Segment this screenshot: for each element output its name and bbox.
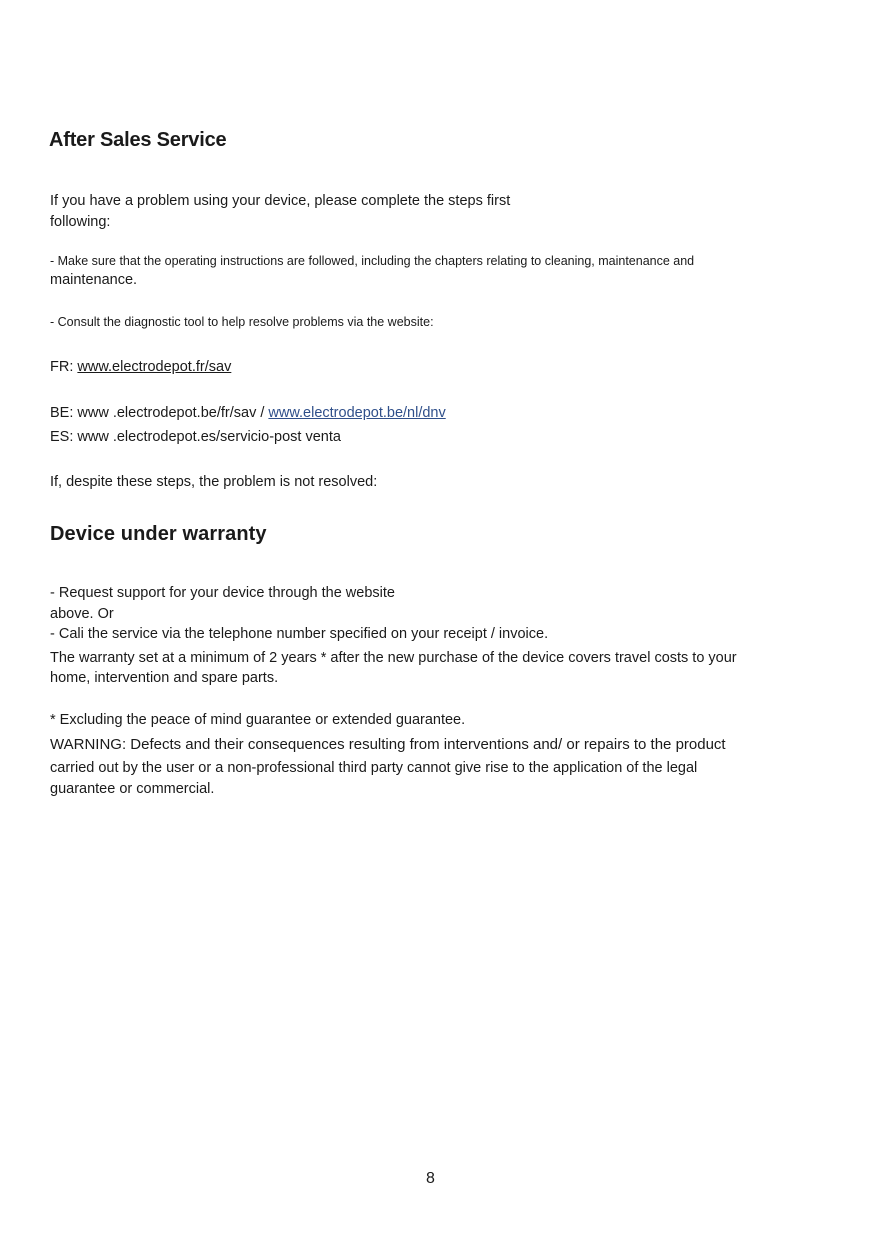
warning-line-3: guarantee or commercial. — [50, 781, 215, 797]
unresolved-text: If, despite these steps, the problem is not resolved: — [50, 474, 378, 490]
website-be — [50, 405, 446, 422]
warranty-coverage-line-2: home, intervention and spare parts. — [50, 670, 279, 686]
website-be-link[interactable]: www.electrodepot.be/nl/dnv — [268, 405, 446, 421]
warranty-request-line-1: - Request support for your device through the website — [50, 585, 395, 601]
page-title: After Sales Service — [49, 129, 227, 151]
warning-line-2: carried out by the user or a non-professional third party cannot give rise to the application of the legal — [50, 760, 698, 776]
intro-line-1: If you have a problem using your device, please complete the steps first — [50, 193, 511, 209]
warning-line-1: WARNING: Defects and their consequences resulting from interventions and/ or repairs to the product — [50, 736, 726, 753]
website-fr — [50, 359, 231, 376]
warranty-footnote: * Excluding the peace of mind guarantee or extended guarantee. — [50, 712, 466, 728]
warranty-heading: Device under warranty — [50, 523, 267, 545]
step-1-line-1: - Make sure that the operating instructions are followed, including the chapters relating to cleaning, maintenance and — [50, 254, 695, 268]
warranty-call-line: - Cali the service via the telephone number specified on your receipt / invoice. — [50, 626, 549, 642]
step-2-line-1: - Consult the diagnostic tool to help resolve problems via the website: — [50, 315, 434, 329]
website-fr-link[interactable]: www.electrodepot.fr/sav — [77, 359, 232, 375]
page-number: 8 — [426, 1170, 435, 1187]
warranty-request-line-2: above. Or — [50, 606, 114, 622]
intro-line-2: following: — [50, 214, 111, 230]
website-fr-prefix: FR: — [50, 359, 78, 375]
step-1-line-2: maintenance. — [50, 272, 138, 288]
website-be-prefix: BE: www .electrodepot.be/fr/sav / — [50, 405, 269, 421]
warranty-coverage-line-1: The warranty set at a minimum of 2 years * after the new purchase of the device covers travel costs to your — [50, 650, 737, 666]
website-es: ES: www .electrodepot.es/servicio-post venta — [50, 429, 341, 445]
